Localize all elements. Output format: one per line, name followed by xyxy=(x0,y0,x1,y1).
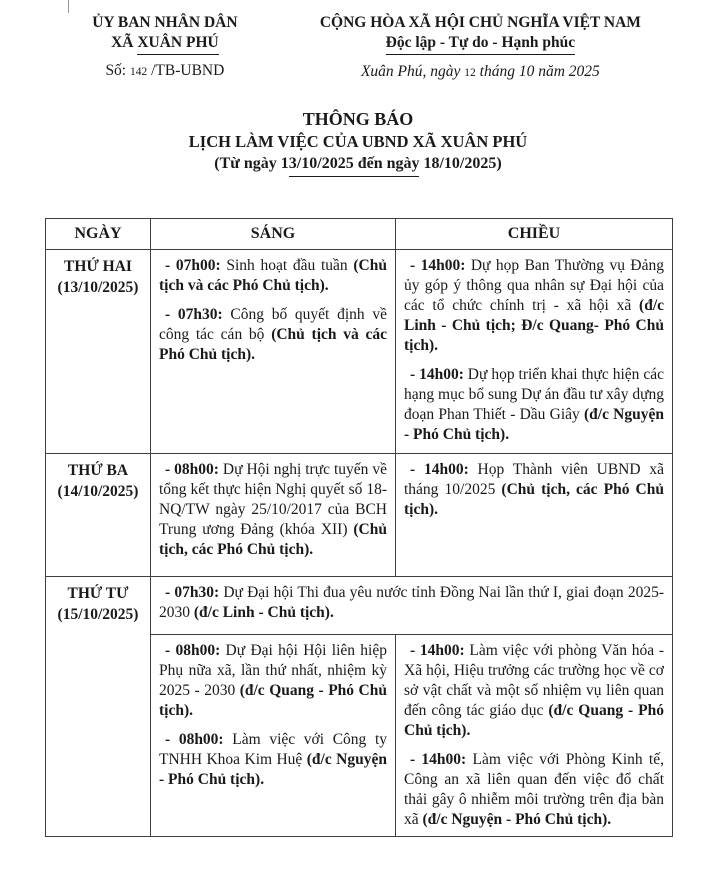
schedule-item xyxy=(404,750,664,830)
item-body: Họp Thành viên UBND xã tháng 10/2025 xyxy=(404,461,664,498)
schedule-table xyxy=(45,218,673,837)
item-time: - 08h00: xyxy=(165,461,219,478)
org-name-underlined: XUÂN PHÚ xyxy=(137,33,218,55)
column-header-afternoon: CHIỀU xyxy=(396,219,673,250)
document-number xyxy=(45,62,285,80)
schedule-item xyxy=(159,583,664,623)
wednesday-morning-cell xyxy=(151,635,396,837)
item-attendees: (đ/c Nguyện - Phó Chủ tịch). xyxy=(422,811,612,828)
monday-afternoon-cell xyxy=(396,250,673,454)
doc-number-label: Số: xyxy=(105,62,130,79)
table-row xyxy=(46,250,673,454)
item-time: - 14h00: xyxy=(410,642,465,659)
scan-crop-mark xyxy=(68,0,69,13)
schedule-item xyxy=(404,460,664,520)
motto-underlined: Độc lập - Tự do - Hạnh phúc xyxy=(386,33,575,55)
day-name: THỨ BA xyxy=(67,462,129,479)
place-date-prefix: Xuân Phú, ngày xyxy=(360,63,465,80)
item-time: - 14h00: xyxy=(410,751,467,768)
item-body: Dự Đại hội Hội liên hiệp Phụ nữa xã, lần thứ nhất, nhiệm kỳ 2025 - 2030 xyxy=(159,642,387,699)
schedule-item xyxy=(404,256,664,356)
national-motto-line1: CỘNG HÒA XÃ HỘI CHỦ NGHĨA VIỆT NAM xyxy=(319,14,641,31)
schedule-item xyxy=(404,641,664,741)
item-body: Dự họp Ban Thường vụ Đảng ủy góp ý thông qua nhân sự Đại hội của các tổ chức chính trị - xã hội xã xyxy=(404,257,664,314)
item-time: - 14h00: xyxy=(410,366,464,383)
item-body: Làm việc với Công ty TNHH Khoa Kim Huệ xyxy=(159,731,387,768)
day-date: (13/10/2025) xyxy=(57,279,139,296)
item-body: Làm việc với phòng Văn hóa - Xã hội, Hiệu trưởng các trường học về cơ sở vật chất và một số nhiệm vụ liên quan đến công tác giáo dục xyxy=(404,642,664,719)
doc-number-suffix: /TB-UBND xyxy=(147,62,225,79)
item-time: - 07h00: xyxy=(165,257,221,274)
org-name-line2 xyxy=(45,33,285,55)
item-time: - 08h00: xyxy=(165,642,221,659)
day-cell-monday xyxy=(46,250,151,454)
tuesday-morning-cell xyxy=(151,454,396,577)
item-attendees: (đ/c Quang - Phó Chủ tịch). xyxy=(159,682,387,719)
item-attendees: (đ/c Quang - Phó Chủ tịch). xyxy=(404,702,665,739)
schedule-item xyxy=(159,305,387,365)
item-attendees: (đ/c Nguyện - Phó Chủ tịch). xyxy=(404,406,664,443)
item-attendees: (Chủ tịch và các Phó Chủ tịch). xyxy=(159,257,387,294)
item-body: Sinh hoạt đầu tuần xyxy=(220,257,354,274)
doc-number-value: 142 xyxy=(130,66,148,78)
schedule-item xyxy=(404,365,664,445)
wednesday-afternoon-cell xyxy=(396,635,673,837)
day-date: (15/10/2025) xyxy=(57,606,139,623)
place-date-suffix: tháng 10 năm 2025 xyxy=(475,63,600,80)
schedule-item xyxy=(159,641,387,721)
table-header-row xyxy=(46,219,673,250)
schedule-item xyxy=(159,730,387,790)
title-line3 xyxy=(0,153,716,177)
item-body: Công bố quyết định về công tác cán bộ xyxy=(159,306,387,343)
item-time: - 14h00: xyxy=(410,461,469,478)
schedule-item xyxy=(159,256,387,296)
document-header xyxy=(0,0,716,81)
day-cell-tuesday xyxy=(46,454,151,577)
document-title xyxy=(0,108,716,177)
national-motto-line2 xyxy=(285,33,676,55)
title-line3-prefix: (Từ ngày 1 xyxy=(214,155,289,172)
title-line3-underlined: 3/10/2025 đến ngày xyxy=(289,153,420,177)
item-attendees: (Chủ tịch, các Phó Chủ tịch). xyxy=(404,481,664,518)
column-header-morning: SÁNG xyxy=(151,219,396,250)
item-time: - 07h30: xyxy=(165,306,223,323)
date-day: 12 xyxy=(464,67,476,79)
day-name: THỨ HAI xyxy=(64,258,132,275)
item-time: - 07h30: xyxy=(165,584,220,601)
org-name-line1: ỦY BAN NHÂN DÂN xyxy=(92,14,238,31)
table-row xyxy=(46,577,673,635)
item-attendees: (đ/c Linh - Chủ tịch). xyxy=(193,604,334,621)
item-attendees: (đ/c Linh - Chủ tịch; Đ/c Quang- Phó Chủ tịch). xyxy=(404,297,664,354)
monday-morning-cell xyxy=(151,250,396,454)
title-line1: THÔNG BÁO xyxy=(302,109,414,129)
day-cell-wednesday xyxy=(46,577,151,837)
schedule-item xyxy=(159,460,387,560)
title-line2: LỊCH LÀM VIỆC CỦA UBND XÃ XUÂN PHÚ xyxy=(188,132,528,151)
wednesday-allday-cell xyxy=(151,577,673,635)
place-and-date xyxy=(285,63,676,81)
title-line3-suffix: 18/10/2025) xyxy=(419,155,502,172)
day-date: (14/10/2025) xyxy=(57,483,139,500)
item-body: Dự Hội nghị trực tuyến về tổng kết thực hiện Nghị quyết số 18-NQ/TW ngày 25/10/2017 của BCH Trung ương Đảng (khóa XII) xyxy=(159,461,387,538)
item-time: - 08h00: xyxy=(165,731,224,748)
item-time: - 14h00: xyxy=(410,257,466,274)
item-attendees: (đ/c Nguyện - Phó Chủ tịch). xyxy=(159,751,387,788)
day-name: THỨ TƯ xyxy=(67,585,129,602)
tuesday-afternoon-cell xyxy=(396,454,673,577)
item-attendees: (Chủ tịch và các Phó Chủ tịch). xyxy=(159,326,387,363)
table-row xyxy=(46,454,673,577)
column-header-day: NGÀY xyxy=(46,219,151,250)
item-attendees: (Chủ tịch, các Phó Chủ tịch). xyxy=(159,521,387,558)
org-name-prefix: XÃ xyxy=(111,34,138,51)
item-body: Làm việc với Phòng Kinh tế, Công an xã liên quan đến việc đổ chất thải gây ô nhiễm môi trường trên địa bàn xã xyxy=(404,751,664,828)
item-body: Dự họp triển khai thực hiện các hạng mục bổ sung Dự án đầu tư xây dựng đoạn Phan Thiết - Dầu Giây xyxy=(404,366,664,423)
item-body: Dự Đại hội Thi đua yêu nước tỉnh Đồng Nai lần thứ I, giai đoạn 2025-2030 xyxy=(159,584,664,621)
issuing-org-block xyxy=(45,13,285,81)
national-motto-block xyxy=(285,13,676,81)
